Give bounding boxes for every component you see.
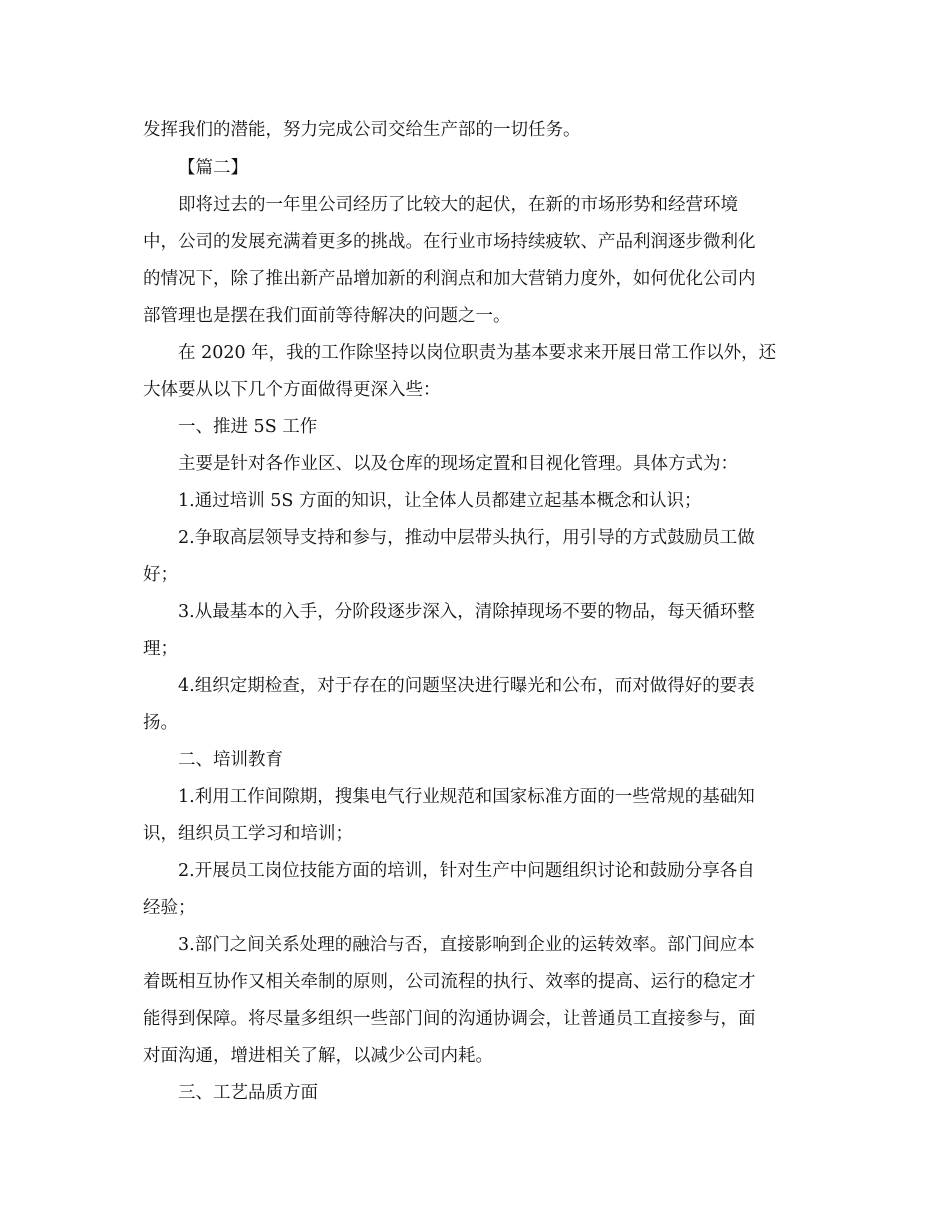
paragraph-line: 大体要从以下几个方面做得更深入些： (143, 380, 441, 400)
list-item-line: 理； (143, 639, 178, 659)
list-item-line: 2.开展员工岗位技能方面的培训，针对生产中问题组织讨论和鼓励分享各自 (178, 861, 755, 881)
paragraph-line: 发挥我们的潜能，努力完成公司交给生产部的一切任务。 (143, 120, 581, 140)
paragraph-line: 主要是针对各作业区、以及仓库的现场定置和目视化管理。具体方式为： (178, 454, 738, 474)
paragraph-line: 在 2020 年，我的工作除坚持以岗位职责为基本要求来开展日常工作以外，还 (178, 343, 777, 363)
list-item-line: 好； (143, 565, 178, 585)
list-item-line: 着既相互协作又相关牵制的原则，公司流程的执行、效率的提高、运行的稳定才 (143, 972, 756, 992)
list-item-line: 能得到保障。将尽量多组织一些部门间的沟通协调会，让普通员工直接参与，面 (143, 1009, 756, 1029)
section-heading: 二、培训教育 (178, 750, 283, 770)
section-heading: 一、推进 5S 工作 (178, 417, 318, 437)
paragraph-line: 的情况下，除了推出新产品增加新的利润点和加大营销力度外，如何优化公司内 (143, 269, 756, 289)
list-item-line: 对面沟通，增进相关了解，以减少公司内耗。 (143, 1046, 493, 1066)
paragraph-line: 即将过去的一年里公司经历了比较大的起伏，在新的市场形势和经营环境 (178, 195, 738, 215)
list-item-line: 4.组织定期检查，对于存在的问题坚决进行曝光和公布，而对做得好的要表 (178, 676, 755, 696)
paragraph-line: 部管理也是摆在我们面前等待解决的问题之一。 (143, 306, 511, 326)
list-item-line: 识，组织员工学习和培训； (143, 824, 353, 844)
list-item-line: 3.部门之间关系处理的融洽与否，直接影响到企业的运转效率。部门间应本 (178, 935, 755, 955)
list-item-line: 扬。 (143, 713, 178, 733)
list-item-line: 1.利用工作间隙期，搜集电气行业规范和国家标准方面的一些常规的基础知 (178, 787, 755, 807)
list-item-line: 3.从最基本的入手，分阶段逐步深入，清除掉现场不要的物品，每天循环整 (178, 602, 755, 622)
list-item-line: 1.通过培训 5S 方面的知识，让全体人员都建立起基本概念和认识； (178, 491, 702, 511)
paragraph-line: 中，公司的发展充满着更多的挑战。在行业市场持续疲软、产品利润逐步微利化 (143, 232, 756, 252)
list-item-line: 2.争取高层领导支持和参与，推动中层带头执行，用引导的方式鼓励员工做 (178, 528, 755, 548)
section-heading: 三、工艺品质方面 (178, 1083, 318, 1103)
section-heading: 【篇二】 (178, 158, 248, 178)
list-item-line: 经验； (143, 898, 196, 918)
